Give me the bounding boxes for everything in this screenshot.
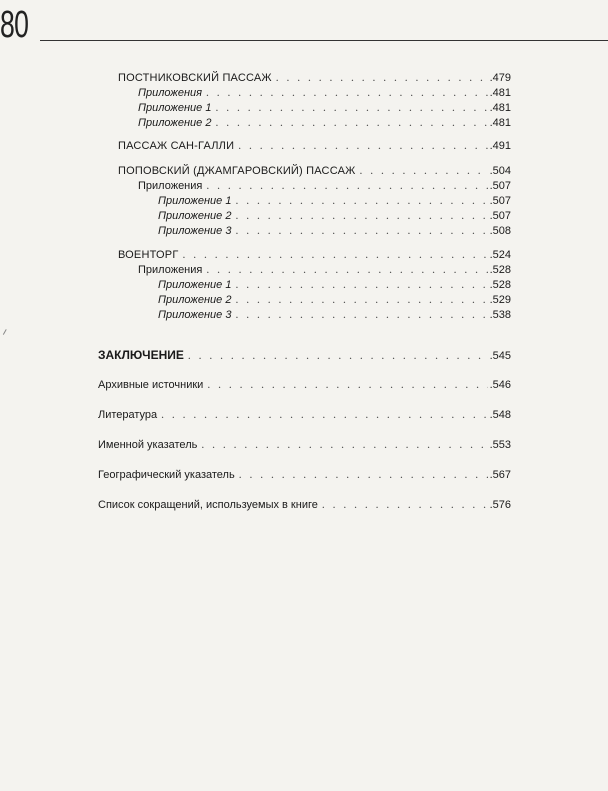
leader-dots [201, 438, 487, 452]
toc-entry-title: Приложение 2 [158, 210, 232, 222]
toc-entry-postnikovsky-app2[interactable] [138, 116, 511, 130]
toc-entry-page: .507 [489, 210, 511, 222]
toc-entry-page: .567 [489, 469, 511, 481]
leader-dots [360, 164, 488, 178]
toc-entry-title: Приложение 1 [158, 279, 232, 291]
toc-entry-postnikovsky[interactable] [118, 71, 511, 85]
toc-entry-voentorg[interactable] [118, 248, 511, 262]
scan-mark [3, 329, 10, 337]
toc-entry-archives[interactable] [98, 378, 511, 392]
toc-entry-page: .538 [489, 309, 511, 321]
leader-dots [235, 278, 487, 292]
toc-entry-title: Литература [98, 409, 158, 421]
toc-entry-title: Приложение 3 [158, 225, 232, 237]
page-number: 80 [0, 4, 29, 46]
toc-entry-postnikovsky-app1[interactable] [138, 101, 511, 115]
toc-entry-page: .524 [489, 249, 511, 261]
toc-entry-title: ПОПОВСКИЙ (ДЖАМГАРОВСКИЙ) ПАССАЖ [118, 165, 356, 177]
header-rule [40, 40, 608, 41]
toc-entry-page: .546 [489, 379, 511, 391]
toc-entry-popovsky-app1[interactable] [158, 194, 511, 208]
leader-dots [182, 248, 487, 262]
leader-dots [215, 116, 487, 130]
toc-entry-title: Географический указатель [98, 469, 235, 481]
toc-entry-title: ПОСТНИКОВСКИЙ ПАССАЖ [118, 72, 272, 84]
toc-entry-page: .508 [489, 225, 511, 237]
leader-dots [188, 349, 488, 363]
toc-entry-page: .491 [489, 140, 511, 152]
toc-entry-voentorg-appendices[interactable] [138, 263, 511, 277]
leader-dots [206, 263, 487, 277]
toc-entry-title: Приложение 1 [138, 102, 212, 114]
toc-entry-page: .481 [489, 117, 511, 129]
toc-entry-title: ПАССАЖ САН-ГАЛЛИ [118, 140, 235, 152]
toc-entry-page: .481 [489, 87, 511, 99]
toc-entry-literature[interactable] [98, 408, 511, 422]
leader-dots [235, 293, 487, 307]
toc-entry-page: .548 [489, 409, 511, 421]
toc-entry-page: .479 [489, 72, 511, 84]
toc-entry-postnikovsky-appendices[interactable] [138, 86, 511, 100]
toc-entry-popovsky-app3[interactable] [158, 224, 511, 238]
toc-entry-title: Приложения [138, 264, 203, 276]
toc-entry-title: Приложение 1 [158, 195, 232, 207]
toc-entry-voentorg-app1[interactable] [158, 278, 511, 292]
toc-entry-title: Именной указатель [98, 439, 198, 451]
leader-dots [276, 71, 488, 85]
leader-dots [322, 498, 488, 512]
leader-dots [238, 139, 487, 153]
toc-entry-page: .507 [489, 195, 511, 207]
toc-entry-page: .481 [489, 102, 511, 114]
toc-entry-voentorg-app3[interactable] [158, 308, 511, 322]
toc-entry-geo-index[interactable] [98, 468, 511, 482]
toc-entry-page: .507 [489, 180, 511, 192]
toc-entry-title: Приложение 3 [158, 309, 232, 321]
leader-dots [206, 86, 488, 100]
toc-entry-popovsky-app2[interactable] [158, 209, 511, 223]
leader-dots [206, 179, 487, 193]
toc-entry-title: ЗАКЛЮЧЕНИЕ [98, 348, 184, 362]
toc-entry-title: ВОЕНТОРГ [118, 249, 179, 261]
leader-dots [215, 101, 487, 115]
toc-entry-title: Приложения [138, 180, 203, 192]
toc-entry-name-index[interactable] [98, 438, 511, 452]
toc-entry-title: Приложения [138, 87, 203, 99]
toc-entry-abbreviations[interactable] [98, 498, 511, 512]
toc-entry-title: Список сокращений, используемых в книге [98, 499, 318, 511]
toc-entry-title: Архивные источники [98, 379, 204, 391]
toc-entry-page: .528 [489, 264, 511, 276]
leader-dots [235, 209, 487, 223]
toc-entry-popovsky-appendices[interactable] [138, 179, 511, 193]
toc-entry-page: .504 [489, 165, 511, 177]
toc-entry-san-galli[interactable] [118, 139, 511, 153]
toc-entry-page: .553 [489, 439, 511, 451]
toc-entry-popovsky[interactable] [118, 164, 511, 178]
leader-dots [239, 468, 488, 482]
toc-entry-page: .576 [489, 499, 511, 511]
toc-entry-page: .528 [489, 279, 511, 291]
toc-entry-page: .529 [489, 294, 511, 306]
leader-dots [235, 194, 487, 208]
leader-dots [235, 308, 487, 322]
leader-dots [161, 408, 487, 422]
toc-entry-title: Приложение 2 [138, 117, 212, 129]
toc-entry-conclusion[interactable] [98, 348, 511, 363]
leader-dots [235, 224, 487, 238]
toc-entry-title: Приложение 2 [158, 294, 232, 306]
leader-dots [207, 378, 487, 392]
toc-entry-voentorg-app2[interactable] [158, 293, 511, 307]
toc-entry-page: .545 [489, 350, 511, 362]
